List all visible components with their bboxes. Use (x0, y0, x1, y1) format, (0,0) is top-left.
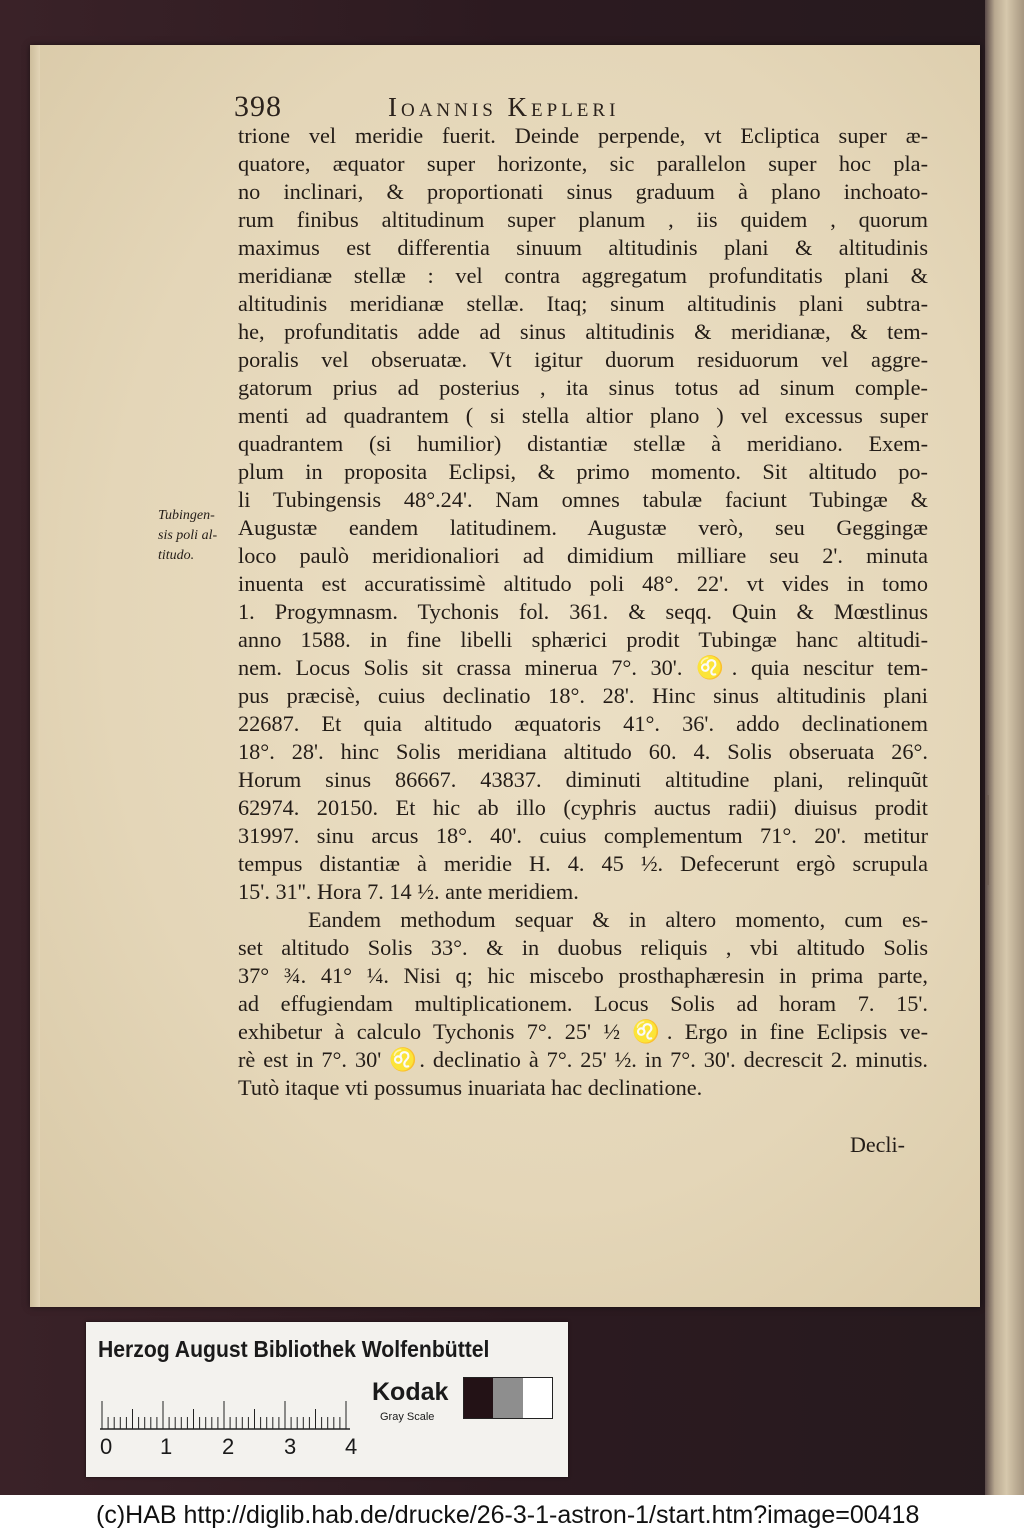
text-line: 15'. 31''. Hora 7. 14 ½. ante meridiem. (238, 879, 579, 904)
marginal-note-line: sis poli al- (158, 528, 218, 543)
book-page-stack-edge (985, 0, 1024, 1495)
ruler-digit: 0 (100, 1434, 113, 1459)
book-page-gutter (30, 45, 40, 1307)
text-line: 18°. 28'. hinc Solis meridiana altitudo 60. 4. Solis obseruata 26°. (238, 739, 928, 764)
text-line: poralis vel obseruatæ. Vt igitur duorum residuorum vel aggre- (238, 347, 928, 372)
kodak-gray-scale-label: Gray Scale (380, 1411, 435, 1423)
text-line: anno 1588. in fine libelli sphærici prodit Tubingæ hanc altitudi- (238, 627, 928, 652)
text-line: loco paulò meridionaliori ad dimidium milliare seu 2'. minuta (238, 543, 928, 568)
text-line: 22687. Et quia altitudo æquatoris 41°. 36'. addo declinationem (238, 711, 928, 736)
ruler-scale (100, 1400, 356, 1430)
text-line: quatore, æquator super horizonte, sic parallelon super hoc pla- (238, 151, 928, 176)
running-head (234, 90, 934, 126)
text-line: altitudinis meridianæ stellæ. Itaq; sinum altitudinis plani subtra- (238, 291, 928, 316)
text-line: 31997. sinu arcus 18°. 40'. cuius complementum 71°. 20'. metitur (238, 823, 928, 848)
text-line: ad effugiendam multiplicationem. Locus Solis ad horam 7. 15'. (238, 991, 928, 1016)
ruler-digit: 3 (284, 1434, 297, 1459)
text-line: meridianæ stellæ : vel contra aggregatum profunditatis plani & (238, 263, 928, 288)
text-line: quadrantem (si humilior) distantiæ stellæ à meridiano. Exem- (238, 431, 928, 456)
text-line: trione vel meridie fuerit. Deinde perpende, vt Ecliptica super æ- (238, 123, 928, 148)
text-line: 37° ¾. 41° ¼. Nisi q; hic miscebo prosthaphæresin in prima parte, (238, 963, 928, 988)
ruler-digits (100, 1434, 370, 1458)
ruler-digit: 1 (160, 1434, 173, 1459)
color-target-card (86, 1322, 568, 1477)
text-line: nem. Locus Solis sit crassa mineruа 7°. 30'. ♌. quia nescitur tem- (238, 655, 928, 680)
catchword: Decli- (850, 1132, 905, 1157)
text-line: li Tubingensis 48°.24'. Nam omnes tabulæ faciunt Tubingæ & (238, 487, 928, 512)
text-line: exhibetur à calculo Tychonis 7°. 25' ½ ♌. Ergo in fine Eclipsis ve- (238, 1019, 928, 1044)
text-line: tempus distantiæ à meridie H. 4. 45 ½. Defecerunt ergò scrupula (238, 851, 928, 876)
text-line: Augustæ eandem latitudinem. Augustæ verò, seu Geggingæ (238, 515, 928, 540)
gray-scale-patches (463, 1377, 553, 1419)
marginal-note-line: titudo. (158, 548, 195, 563)
text-line: rè est in 7°. 30' ♌. declinatio à 7°. 25' ½. in 7°. 30'. decrescit 2. minutis. (238, 1047, 928, 1072)
bleed-through-mark (986, 795, 989, 885)
text-line: 62974. 20150. Et hic ab illo (cyphris auctus radii) diuisus prodit (238, 795, 928, 820)
text-line: gatorum prius ad posterius , ita sinus totus ad sinum comple- (238, 375, 928, 400)
marginal-note (158, 506, 238, 566)
ruler-digit: 2 (222, 1434, 235, 1459)
page-number: 398 (234, 90, 282, 123)
text-line: set altitudo Solis 33°. & in duobus reliquis , vbi altitudo Solis (238, 935, 928, 960)
text-line: menti ad quadrantem ( si stella altior plano ) vel excessus super (238, 403, 928, 428)
text-line: no inclinari, & proportionati sinus graduum à plano inchoato- (238, 179, 928, 204)
running-head-title: Ioannis Kepleri (388, 92, 620, 122)
text-line: Horum sinus 86667. 43837. diminuti altitudine plani, relinquũt (238, 767, 928, 792)
gray-patch (493, 1378, 522, 1418)
page-body-text (238, 122, 928, 1102)
footer-copyright-url: (c)HAB http://diglib.hab.de/drucke/26-3-1-astron-1/start.htm?image=00418 (96, 1501, 920, 1529)
text-line: maximus est differentia sinuum altitudinis plani & altitudinis (238, 235, 928, 260)
text-line: Eandem methodum sequar & in altero momento, cum es- (308, 907, 928, 932)
text-line: inuenta est accuratissimè altitudo poli 48°. 22'. vt vides in tomo (238, 571, 928, 596)
text-line: rum finibus altitudinum super planum , iis quidem , quorum (238, 207, 928, 232)
gray-patch (464, 1378, 493, 1418)
text-line: he, profunditatis adde ad sinus altitudinis & meridianæ, & tem- (238, 319, 928, 344)
marginal-note-line: Tubingen- (158, 508, 215, 523)
text-line: pus præcisè, cuius declinatio 18°. 28'. Hinc sinus altitudinis plani (238, 683, 928, 708)
text-line: plum in proposita Eclipsi, & primo momento. Sit altitudo po- (238, 459, 928, 484)
ruler-digit: 4 (345, 1434, 358, 1459)
text-line: 1. Progymnasm. Tychonis fol. 361. & seqq. Quin & Mœstlinus (238, 599, 928, 624)
gray-patch (523, 1378, 552, 1418)
text-line: Tutò itaque vti possumus inuariata hac declinatione. (238, 1075, 703, 1100)
kodak-logo: Kodak (372, 1378, 449, 1406)
library-name: Herzog August Bibliothek Wolfenbüttel (98, 1336, 490, 1362)
